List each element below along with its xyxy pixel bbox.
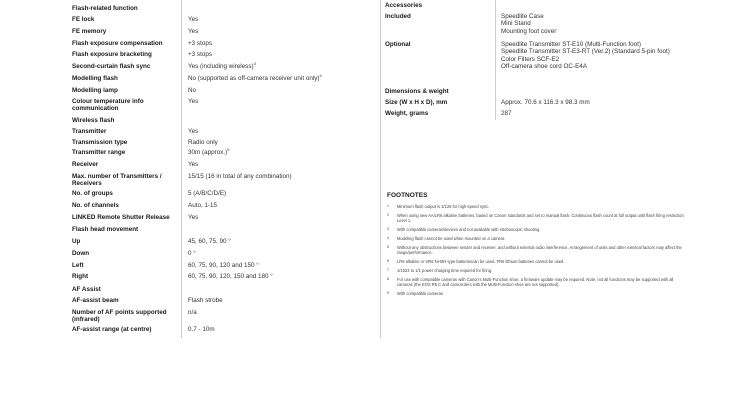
spec-label: No. of channels — [72, 202, 119, 209]
spec-label: Transmitter — [72, 128, 107, 135]
spec-label: Up — [72, 238, 81, 245]
spec-value: Yes — [188, 161, 199, 168]
spec-label: Optional — [385, 41, 411, 48]
spec-label: Transmission type — [72, 139, 128, 146]
spec-value: Yes — [188, 28, 199, 35]
spec-label: Colour temperature info communication — [72, 98, 144, 113]
spec-value-list — [501, 13, 681, 35]
spec-value: 60, 75, 90, 120, 150 and 180 ° — [188, 273, 273, 280]
footnote-text: When using new AA/LR6 alkaline batteries, based on Canon standards and set to manual flash. Continuous flash count at full output until flash firing restriction Level 1. — [397, 212, 684, 224]
footnote-item — [387, 277, 687, 288]
spec-value: Yes — [188, 98, 199, 105]
spec-value-text: Yes (including wireless) — [188, 63, 254, 70]
spec-value: 5 (A/B/C/D/E) — [188, 190, 227, 197]
spec-section-label: Flash head movement — [72, 226, 139, 233]
spec-label: Flash exposure bracketing — [72, 51, 152, 58]
spec-value — [188, 146, 373, 156]
spec-label: Modelling lamp — [72, 87, 118, 94]
footnote-text: LR6 alkaline or HR6 Ni-MH type batteriescan be used. FR6 lithium batteries cannot be used. — [397, 259, 565, 265]
right-column-divider — [495, 0, 496, 120]
spec-value-line: Approx. 70.6 x 116.3 x 98.3 mm — [501, 99, 590, 106]
spec-value — [188, 72, 373, 82]
footnote-number: 6 — [387, 259, 389, 264]
spec-label: No. of groups — [72, 190, 113, 197]
spec-value-text: 30m (approx.) — [188, 149, 228, 156]
spec-label: Right — [72, 273, 89, 280]
spec-value: Auto, 1-15 — [188, 202, 218, 209]
footnote-number: 9 — [387, 291, 389, 296]
spec-value-line: Mini Stand — [501, 20, 531, 28]
footnote-item — [387, 213, 687, 224]
footnotes-title: FOOTNOTES — [387, 192, 428, 199]
left-column-divider-1 — [181, 0, 182, 338]
spec-section-label: Accessories — [385, 2, 423, 9]
footnote-number: 5 — [387, 244, 389, 249]
footnote-number: 4 — [387, 235, 389, 240]
spec-section-label: Dimensions & weight — [385, 88, 449, 95]
spec-value-text: No (supported as off-camera receiver unit only) — [188, 75, 320, 82]
spec-value-line: 287 — [501, 110, 512, 117]
footnote-item — [387, 291, 687, 297]
spec-value-list — [501, 110, 681, 117]
spec-value-line: Mounting foot cover — [501, 27, 557, 35]
spec-section-label: AF Assist — [72, 286, 101, 293]
spec-label: Weight, grams — [385, 110, 429, 117]
spec-value: +3 stops — [188, 40, 212, 47]
spec-label: AF-assist range (at centre) — [72, 326, 152, 333]
spec-value-line: Speedlite Case — [501, 13, 544, 20]
footnote-text: With compatible cameras/devices and not available with stroboscopic shooting. — [397, 227, 541, 233]
spec-value: Yes — [188, 128, 199, 135]
footnote-number: 1 — [387, 204, 389, 208]
spec-value: 0 ° — [188, 250, 196, 257]
spec-value-line: Off-camera shoe cord OC-E4A — [501, 63, 587, 71]
spec-value-line: Speedlite Transmitter ST-E10 (Multi-Function foot) — [501, 41, 641, 48]
footnote-text: With compatible cameras. — [397, 291, 445, 297]
spec-value-list — [501, 41, 681, 71]
spec-label: Left — [72, 262, 84, 269]
spec-label: Receiver — [72, 161, 99, 168]
spec-value: n/a — [188, 309, 197, 316]
spec-value-line: Color Filters SCF-E2 — [501, 55, 560, 63]
footnote-text: Minimum flash output is 1/128 for high-speed sync. — [397, 204, 490, 209]
spec-label: Size (W x H x D), mm — [385, 99, 448, 106]
spec-label: LINKED Remote Shutter Release — [72, 214, 170, 221]
footnote-text: For use with compatible cameras with Canon's Multi-Function shoe, a firmware update may be required. Note, not all functions may be supported with all cameras (the EOS R5 C and camcorders with the Multi-Function shoe are not supported). — [397, 276, 674, 288]
spec-section-label: Wireless flash — [72, 117, 115, 124]
spec-label: Number of AF points supported (infrared) — [72, 309, 167, 324]
spec-label: FE memory — [72, 28, 107, 35]
footnote-item — [387, 227, 687, 233]
spec-value: 60, 75, 90, 120 and 150 ° — [188, 262, 259, 269]
spec-value: Radio only — [188, 139, 218, 146]
spec-value: +3 stops — [188, 51, 212, 58]
spec-label: Second-curtain flash sync — [72, 63, 151, 70]
footnote-ref: 5 — [227, 146, 230, 152]
footnote-item — [387, 259, 687, 265]
footnote-item — [387, 268, 687, 274]
footnote-item — [387, 236, 687, 242]
spec-value — [188, 60, 373, 70]
spec-label: Max. number of Transmitters / Receivers — [72, 173, 162, 188]
footnote-number: 7 — [387, 267, 389, 272]
spec-value: Flash strobe — [188, 297, 223, 304]
spec-value-list — [501, 99, 681, 106]
footnotes-section — [387, 192, 687, 300]
footnote-text: Without any obstructions between sender and receiver, and without external radio interference. Arrangement of units and other external factors may affect the range/performance. — [397, 244, 682, 256]
spec-value: 45, 60, 75, 90 ° — [188, 238, 231, 245]
footnote-number: 3 — [387, 227, 389, 232]
spec-label: Transmitter range — [72, 149, 126, 156]
left-column-divider-2 — [380, 0, 381, 338]
spec-label: Down — [72, 250, 90, 257]
spec-label: Flash exposure compensation — [72, 40, 163, 47]
spec-value: Yes — [188, 16, 199, 23]
footnote-item — [387, 245, 687, 256]
footnote-text: Modeling flash cannot be used when mounted on a camera — [397, 235, 505, 241]
spec-value: Yes — [188, 214, 199, 221]
spec-value-line: Speedlite Transmitter ST-E3-RT (Ver.2) (Standard 5-pin foot) — [501, 48, 670, 56]
footnote-ref: 4 — [319, 72, 322, 78]
spec-value: 0.7 - 10m — [188, 326, 215, 333]
footnote-text: 1/1024 to 1/1 power charging time required for firing. — [397, 267, 493, 273]
footnote-number: 8 — [387, 276, 389, 281]
footnote-ref: 3 — [253, 60, 256, 66]
spec-value: No — [188, 87, 197, 94]
spec-label: Flash-related function — [72, 5, 138, 12]
footnote-number: 2 — [387, 212, 389, 217]
spec-label: Included — [385, 13, 411, 20]
footnote-item — [387, 204, 687, 210]
spec-value: 15/15 (16 in total of any combination) — [188, 173, 292, 180]
spec-label: Modelling flash — [72, 75, 118, 82]
spec-label: AF-assist beam — [72, 297, 119, 304]
spec-label: FE lock — [72, 16, 95, 23]
